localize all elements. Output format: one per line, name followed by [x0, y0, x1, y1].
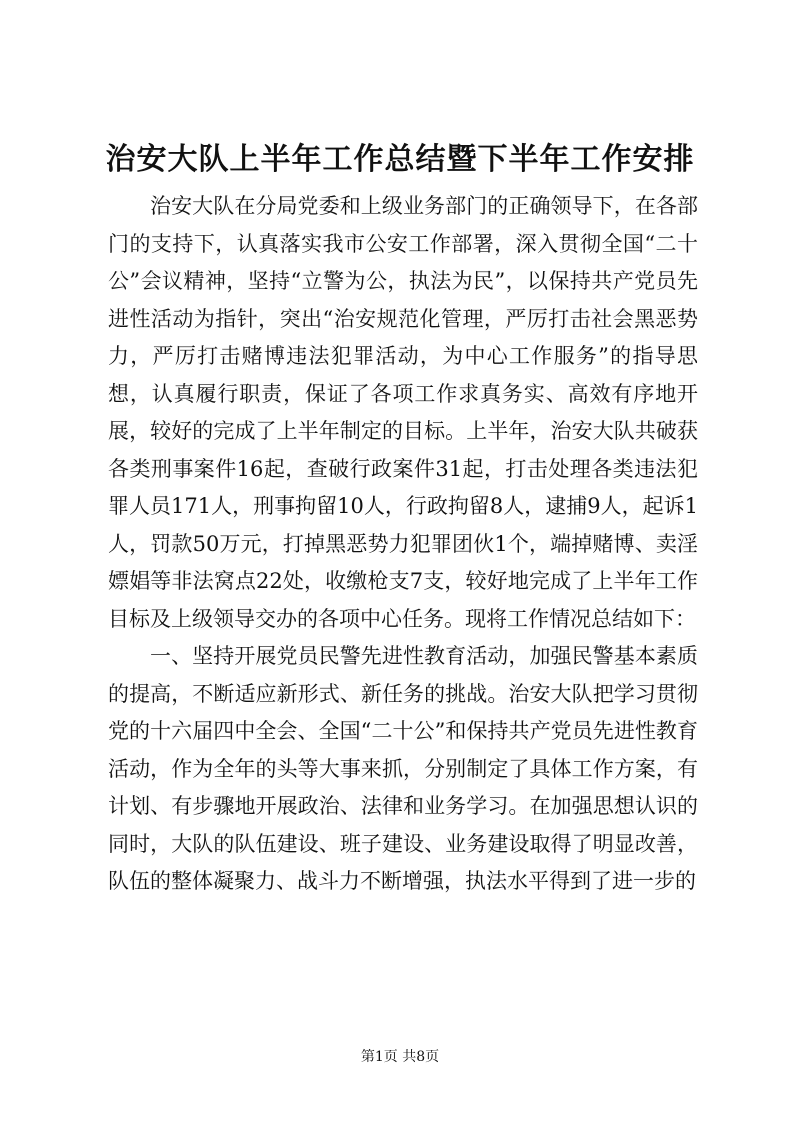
page-number-footer: 第1页 共8页 [360, 1049, 440, 1065]
document-body [108, 188, 698, 901]
document-title: 治安大队上半年工作总结暨下半年工作安排 [105, 142, 695, 177]
paragraph-section-1: 一、坚持开展党员民警先进性教育活动，加强民警基本素质的提高，不断适应新形式、新任务的挑战。治安大队把学习贯彻党的十六届四中全会、全国“二十公”和保持共产党员先进性教育活动，作为全年的头等大事来抓，分别制定了具体工作方案，有计划、有步骤地开展政治、法律和业务学习。在加强思想认识的同时，大队的队伍建设、班子建设、业务建设取得了明显改善，队伍的整体凝聚力、战斗力不断增强，执法水平得到了进一步的 [108, 644, 698, 893]
paragraph-intro: 治安大队在分局党委和上级业务部门的正确领导下，在各部门的支持下，认真落实我市公安工作部署，深入贯彻全国“二十公”会议精神，坚持“立警为公，执法为民”，以保持共产党员先进性活动为指针，突出“治安规范化管理，严厉打击社会黑恶势力，严厉打击赌博违法犯罪活动，为中心工作服务”的指导思想，认真履行职责，保证了各项工作求真务实、高效有序地开展，较好的完成了上半年制定的目标。上半年，治安大队共破获各类刑事案件16起，查破行政案件31起，打击处理各类违法犯罪人员171人，刑事拘留10人，行政拘留8人，逮捕9人，起诉1人，罚款50万元，打掉黑恶势力犯罪团伙1个，端掉赌博、卖淫嫖娼等非法窝点22处，收缴枪支7支，较好地完成了上半年工作目标及上级领导交办的各项中心任务。现将工作情况总结如下： [108, 194, 698, 631]
